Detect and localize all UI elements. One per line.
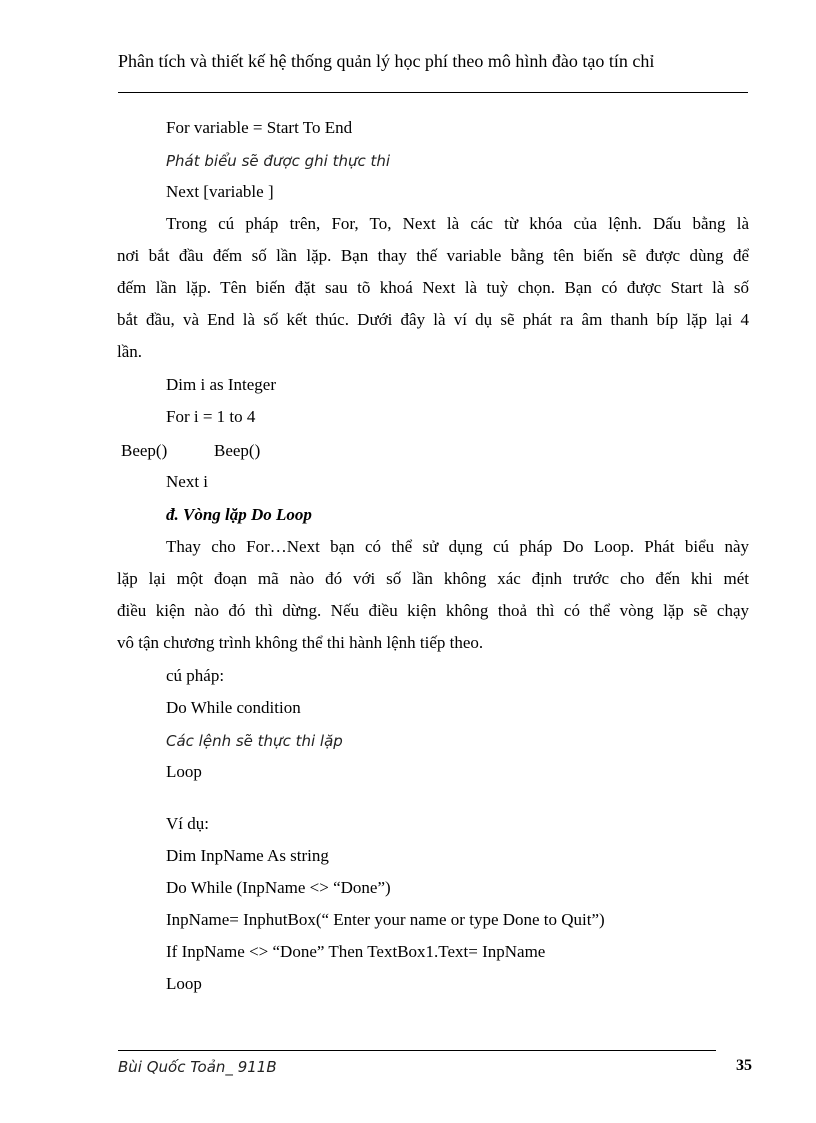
paragraph-2-line-3: điều kiện nào đó thì dừng. Nếu điều kiện không thoả thì có thể vòng lặp sẽ chạy: [117, 601, 749, 620]
example-1-beep-2: Beep(): [214, 441, 261, 460]
for-syntax-line: For variable = Start To End: [166, 118, 353, 137]
syntax-label: cú pháp:: [166, 666, 225, 685]
do-body-line: Các lệnh sẽ thực thi lặp: [166, 732, 343, 750]
next-syntax-line: Next [variable ]: [166, 182, 274, 201]
example-1-for: For i = 1 to 4: [166, 407, 256, 426]
paragraph-2-line-1: Thay cho For…Next bạn có thể sử dụng cú pháp Do Loop. Phát biểu này: [166, 537, 749, 556]
example-2-if: If InpName <> “Done” Then TextBox1.Text= InpName: [166, 942, 546, 961]
do-while-syntax: Do While condition: [166, 698, 301, 717]
example-label: Ví dụ:: [166, 814, 209, 833]
footer-divider: [118, 1050, 716, 1051]
example-2-loop: Loop: [166, 974, 202, 993]
paragraph-2-line-4: vô tận chương trình không thể thi hành lệnh tiếp theo.: [117, 633, 484, 652]
example-1-next: Next i: [166, 472, 209, 491]
paragraph-2-line-2: lặp lại một đoạn mã nào đó với số lần không xác định trước cho đến khi mét: [117, 569, 749, 588]
example-2-do-while: Do While (InpName <> “Done”): [166, 878, 391, 897]
footer-author: Bùi Quốc Toản_ 911B: [118, 1058, 277, 1076]
paragraph-1-line-1: Trong cú pháp trên, For, To, Next là các từ khóa của lệnh. Dấu bằng là: [166, 214, 749, 233]
example-1-dim: Dim i as Integer: [166, 375, 276, 394]
for-body-line: Phát biểu sẽ được ghi thực thi: [166, 152, 391, 170]
example-2-dim: Dim InpName As string: [166, 846, 329, 865]
page-number: 35: [736, 1057, 752, 1074]
paragraph-1-line-2: nơi bắt đầu đếm số lần lặp. Bạn thay thế variable bằng tên biến sẽ được dùng để: [117, 246, 749, 265]
paragraph-1-line-3: đếm lần lặp. Tên biến đặt sau tõ khoá Next là tuỳ chọn. Bạn có được Start là số: [117, 278, 749, 297]
header-title: Phân tích và thiết kế hệ thống quản lý học phí theo mô hình đào tạo tín chỉ: [118, 51, 655, 71]
paragraph-1-line-4: bắt đầu, và End là số kết thúc. Dưới đây là ví dụ sẽ phát ra âm thanh bíp lặp lại 4: [117, 310, 749, 329]
loop-syntax: Loop: [166, 762, 202, 781]
header-divider: [118, 92, 748, 93]
section-heading: đ. Vòng lặp Do Loop: [166, 505, 312, 524]
example-1-beep-1: Beep(): [121, 441, 168, 460]
example-2-input: InpName= InphutBox(“ Enter your name or type Done to Quit”): [166, 910, 605, 929]
paragraph-1-line-5: lần.: [117, 342, 143, 361]
